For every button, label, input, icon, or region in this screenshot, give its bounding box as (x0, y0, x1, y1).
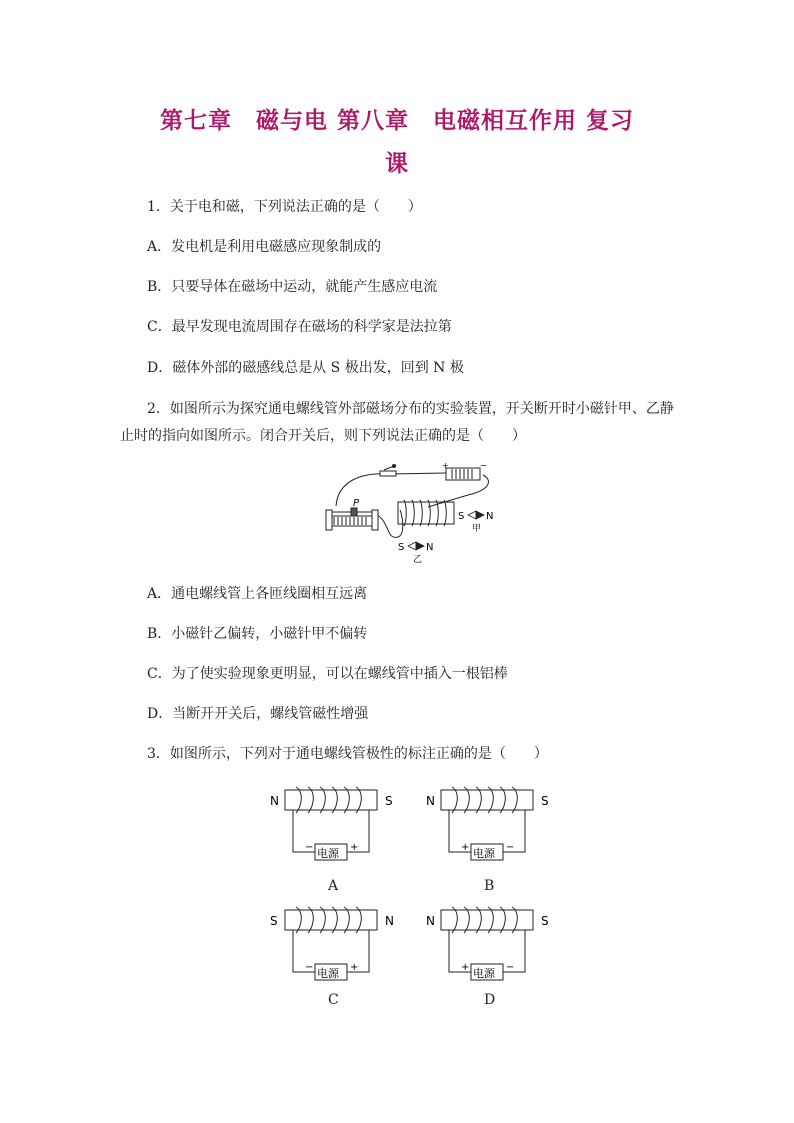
q3-figure-a (268, 782, 398, 892)
q3-a-left-pole: N (270, 794, 279, 808)
q3-d-right-pole: S (541, 914, 549, 928)
q2-option-d: D．当断开开关后，螺线管磁性增强 (147, 706, 369, 722)
q2-needle-jia-label: 甲 (472, 524, 482, 534)
q3-a-right-sign: + (350, 842, 359, 853)
q3-stem: 3．如图所示，下列对于通电螺线管极性的标注正确的是（ ） (147, 746, 548, 762)
q1-stem: 1．关于电和磁，下列说法正确的是（ ） (147, 199, 422, 215)
q2-stem-line1: 2．如图所示为探究通电螺线管外部磁场分布的实验装置，开关断开时小磁针甲、乙静 (147, 401, 674, 417)
q3-b-right-sign: − (506, 842, 515, 853)
q2-battery (446, 468, 480, 480)
q2-rheostat (326, 508, 378, 530)
q3-a-power-label: 电源 (317, 847, 339, 860)
q3-a-right-pole: S (385, 794, 393, 808)
q3-b-left-sign: + (461, 842, 470, 853)
q3-d-right-sign: − (506, 962, 515, 973)
q2-needle-jia-s-label: S (458, 511, 465, 522)
q3-d-power-label: 电源 (473, 967, 495, 980)
page-title: 第七章 磁与电 第八章 电磁相互作用 复习 (159, 108, 634, 134)
q2-switch (380, 465, 396, 477)
q3-b-power-label: 电源 (473, 847, 495, 860)
q2-battery-plus-label: + (442, 462, 449, 470)
q2-needle-jia-n-label: N (486, 511, 494, 522)
q3-a-left-sign: − (305, 842, 314, 853)
q2-battery-minus-label: − (480, 462, 487, 470)
page-title-continued: 课 (385, 151, 409, 177)
q2-compass-needle-yi (408, 542, 424, 550)
q1-option-b: B．只要导体在磁场中运动，就能产生感应电流 (147, 279, 438, 295)
q3-c-left-pole: S (270, 914, 278, 928)
q1-option-a: A．发电机是利用电磁感应现象制成的 (147, 239, 382, 255)
q3-caption-d: D (484, 992, 496, 1008)
q2-solenoid (398, 500, 454, 526)
q2-stem-line2: 止时的指向如图所示。闭合开关后，则下列说法正确的是（ ） (120, 428, 526, 444)
q3-d-left-pole: N (426, 914, 435, 928)
q3-caption-b: B (484, 878, 495, 894)
q2-option-c: C．为了使实验现象更明显，可以在螺线管中插入一根铝棒 (147, 666, 508, 682)
q3-c-left-sign: − (305, 962, 314, 973)
q3-caption-c: C (328, 992, 339, 1008)
q2-compass-needle-jia (468, 511, 484, 519)
q3-caption-a: A (328, 878, 339, 894)
q3-c-right-sign: + (350, 962, 359, 973)
q2-needle-yi-n-label: N (426, 542, 434, 553)
q3-d-left-sign: + (461, 962, 470, 973)
q3-c-right-pole: N (385, 914, 394, 928)
q1-option-c: C．最早发现电流周围存在磁场的科学家是法拉第 (147, 319, 452, 335)
q2-needle-yi-s-label: S (398, 542, 405, 553)
q2-needle-yi-label: 乙 (413, 555, 423, 565)
q2-slider-label: P (353, 498, 360, 509)
q3-figure-b (424, 782, 554, 892)
q1-option-d: D．磁体外部的磁感线总是从 S 极出发，回到 N 极 (147, 360, 464, 376)
q3-b-left-pole: N (426, 794, 435, 808)
q3-c-power-label: 电源 (317, 967, 339, 980)
q2-option-a: A．通电螺线管上各匝线圈相互远离 (147, 586, 368, 602)
q2-solenoid-apparatus-figure (318, 462, 508, 570)
q3-b-right-pole: S (541, 794, 549, 808)
q2-option-b: B．小磁针乙偏转，小磁针甲不偏转 (147, 626, 368, 642)
